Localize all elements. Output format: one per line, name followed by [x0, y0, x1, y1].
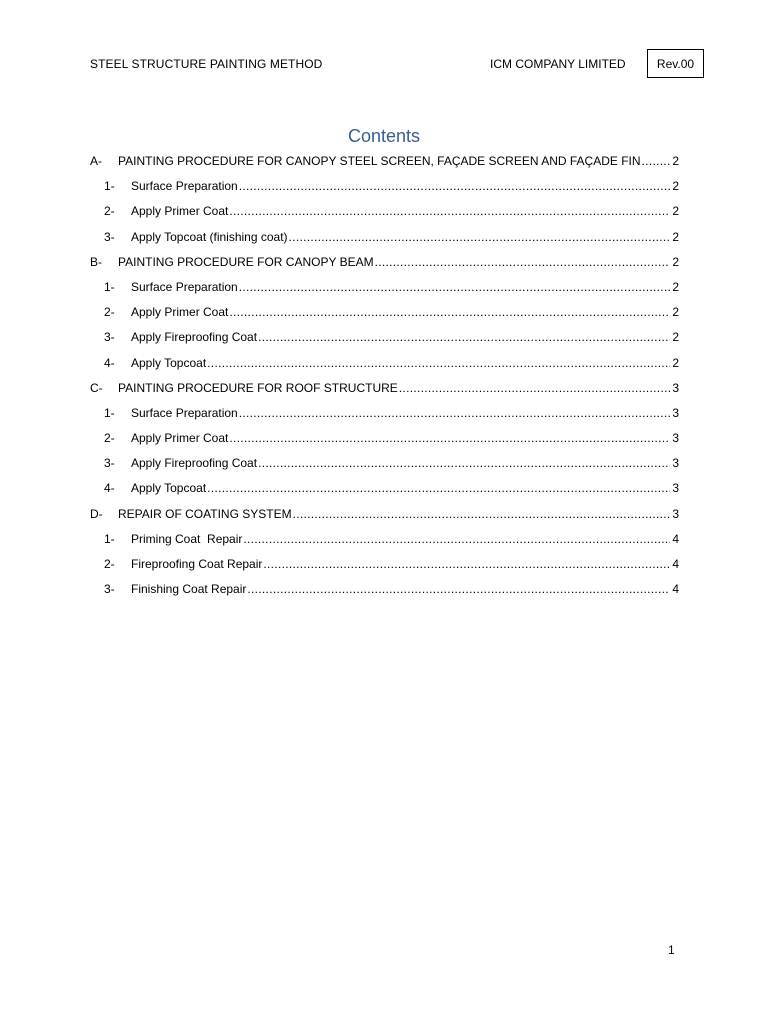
toc-entry-b-3[interactable] [90, 327, 679, 352]
company-name: ICM COMPANY LIMITED [490, 57, 626, 71]
toc-entry-label: Apply Primer Coat [131, 431, 229, 446]
toc-entry-page: 4 [672, 582, 679, 597]
toc-entry-number: 2- [104, 557, 115, 571]
revision-box [647, 49, 704, 78]
toc-entry-page: 3 [672, 506, 679, 521]
toc-entry-a-1[interactable] [90, 176, 679, 201]
toc-entry-page: 3 [672, 380, 679, 395]
toc-entry-number: B- [90, 254, 102, 269]
toc-entry-number: 3- [104, 582, 115, 597]
toc-entry-label: Surface Preparation [131, 179, 238, 194]
toc-entry-page: 3 [672, 431, 679, 446]
toc-entry-page: 4 [672, 531, 679, 546]
dot-leader [375, 252, 671, 272]
toc-entry-page: 2 [672, 179, 679, 194]
toc-entry-b-2[interactable] [90, 302, 679, 327]
toc-entry-page: 2 [672, 305, 679, 320]
toc-entry-a[interactable] [90, 151, 679, 176]
dot-leader [399, 378, 671, 398]
toc-entry-number: 2- [104, 305, 115, 320]
toc-entry-label: Fireproofing Coat Repair [131, 557, 263, 571]
toc-entry-page: 2 [672, 254, 679, 269]
toc-entry-page: 2 [672, 279, 679, 294]
dot-leader [243, 529, 670, 549]
toc-entry-page: 2 [672, 154, 679, 168]
dot-leader [239, 403, 671, 423]
toc-entry-page: 2 [672, 229, 679, 244]
toc-entry-number: 3- [104, 456, 115, 471]
dot-leader [239, 277, 671, 297]
toc-entry-a-2[interactable] [90, 201, 679, 226]
dot-leader [289, 227, 671, 247]
dot-leader [263, 554, 670, 574]
toc-entry-page: 2 [672, 330, 679, 345]
toc-entry-b[interactable] [90, 252, 679, 277]
toc-entry-c-2[interactable] [90, 428, 679, 453]
toc-entry-label: PAINTING PROCEDURE FOR ROOF STRUCTURE [118, 380, 398, 395]
toc-entry-number: 2- [104, 204, 115, 219]
table-of-contents [90, 151, 679, 604]
toc-entry-label: PAINTING PROCEDURE FOR CANOPY BEAM [118, 254, 374, 269]
dot-leader [229, 201, 670, 221]
toc-entry-number: A- [90, 154, 102, 168]
dot-leader [293, 504, 671, 524]
page-header [0, 0, 768, 90]
toc-entry-label: Priming Coat Repair [131, 531, 243, 546]
toc-entry-page: 3 [672, 481, 679, 496]
document-title: STEEL STRUCTURE PAINTING METHOD [90, 57, 323, 71]
dot-leader [258, 327, 670, 347]
toc-entry-c-4[interactable] [90, 478, 679, 503]
toc-entry-page: 3 [672, 456, 679, 471]
toc-entry-d[interactable] [90, 504, 679, 529]
toc-entry-c-3[interactable] [90, 453, 679, 478]
toc-entry-label: Surface Preparation [131, 405, 238, 420]
dot-leader [239, 176, 671, 196]
toc-entry-b-1[interactable] [90, 277, 679, 302]
toc-entry-label: PAINTING PROCEDURE FOR CANOPY STEEL SCREEN, FAÇADE SCREEN AND FAÇADE FIN [118, 154, 641, 168]
toc-entry-label: Finishing Coat Repair [131, 582, 247, 597]
dot-leader [207, 478, 670, 498]
dot-leader [247, 579, 670, 599]
toc-entry-number: 3- [104, 330, 115, 345]
toc-entry-label: Apply Primer Coat [131, 305, 229, 320]
toc-entry-number: 4- [104, 481, 115, 496]
toc-entry-page: 2 [672, 204, 679, 219]
toc-entry-number: 3- [104, 229, 115, 244]
toc-entry-label: Apply Fireproofing Coat [131, 456, 258, 471]
toc-entry-number: D- [90, 506, 103, 521]
toc-entry-number: 1- [104, 279, 115, 294]
toc-entry-c[interactable] [90, 378, 679, 403]
dot-leader [642, 151, 671, 171]
toc-entry-number: C- [90, 380, 103, 395]
toc-entry-d-3[interactable] [90, 579, 679, 604]
toc-entry-a-3[interactable] [90, 227, 679, 252]
toc-heading: Contents [347, 126, 421, 146]
dot-leader [229, 302, 670, 322]
toc-entry-label: REPAIR OF COATING SYSTEM [118, 506, 292, 521]
revision-label: Rev.00 [656, 56, 695, 71]
toc-entry-d-1[interactable] [90, 529, 679, 554]
toc-entry-label: Apply Primer Coat [131, 204, 229, 219]
toc-entry-page: 3 [672, 405, 679, 420]
toc-entry-label: Apply Topcoat [131, 481, 207, 496]
dot-leader [258, 453, 670, 473]
toc-entry-page: 2 [672, 355, 679, 370]
toc-entry-page: 4 [672, 557, 679, 571]
toc-entry-number: 1- [104, 405, 115, 420]
toc-entry-label: Apply Fireproofing Coat [131, 330, 258, 345]
dot-leader [229, 428, 670, 448]
toc-entry-number: 1- [104, 531, 115, 546]
toc-entry-c-1[interactable] [90, 403, 679, 428]
toc-entry-label: Apply Topcoat [131, 355, 207, 370]
toc-entry-b-4[interactable] [90, 353, 679, 378]
toc-entry-number: 4- [104, 355, 115, 370]
dot-leader [207, 353, 670, 373]
toc-entry-label: Apply Topcoat (finishing coat) [131, 229, 288, 244]
toc-entry-number: 2- [104, 431, 115, 446]
toc-entry-label: Surface Preparation [131, 279, 238, 294]
page-number: 1 [668, 943, 675, 957]
toc-entry-d-2[interactable] [90, 554, 679, 579]
toc-entry-number: 1- [104, 179, 115, 194]
